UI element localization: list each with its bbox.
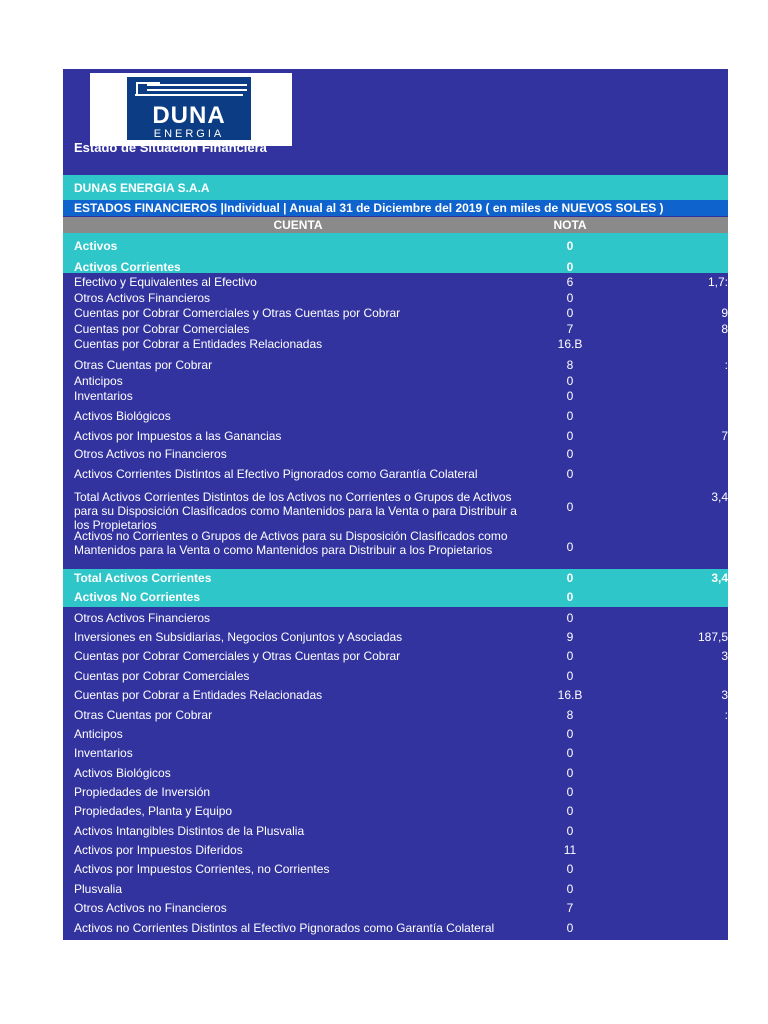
row-label: Activos por Impuestos Diferidos: [74, 843, 243, 857]
row-value: 1,7:: [707, 275, 728, 289]
logo-subtitle: ENERGIA: [153, 128, 225, 140]
row-label: Cuentas por Cobrar Comerciales y Otras Cuentas por Cobrar: [74, 306, 401, 320]
row-label: Inventarios: [74, 746, 133, 760]
row-nota: 0: [566, 669, 574, 683]
row-label: Cuentas por Cobrar Comerciales: [74, 322, 250, 336]
row-value: 3,4: [711, 490, 728, 504]
row-value: 3: [721, 688, 728, 702]
row-nota: 11: [563, 843, 577, 857]
row-nota: 9: [566, 630, 574, 644]
row-nota: 0: [566, 540, 574, 554]
logo-stripe: [135, 94, 243, 96]
row-label: Cuentas por Cobrar Comerciales: [74, 669, 250, 683]
row-value: 3,4: [711, 571, 728, 585]
row-nota: 0: [566, 766, 574, 780]
row-nota: 0: [566, 746, 574, 760]
row-label: Propiedades de Inversión: [74, 785, 211, 799]
row-value: 8: [721, 322, 728, 336]
row-nota: 0: [566, 727, 574, 741]
logo-container: [90, 73, 292, 146]
row-nota: 0: [566, 260, 574, 274]
row-nota: 0: [566, 862, 574, 876]
row-label: Otros Activos Financieros: [74, 291, 211, 305]
row-label: Activos Corrientes Distintos al Efectivo Pignorados como Garantía Colateral: [74, 467, 478, 481]
row-label: Activos: [74, 239, 118, 253]
row-nota: 0: [566, 239, 574, 253]
row-nota: 8: [566, 708, 574, 722]
logo-stripe: [147, 84, 247, 86]
row-nota: 6: [566, 275, 574, 289]
row-nota: 0: [566, 571, 574, 585]
row-label: Propiedades, Planta y Equipo: [74, 804, 233, 818]
column-header-nota: NOTA: [553, 218, 587, 232]
row-nota: 8: [566, 358, 574, 372]
row-nota: 7: [566, 322, 574, 336]
row-nota: 0: [566, 921, 574, 935]
row-nota: 16.B: [557, 337, 583, 351]
row-label: Activos por Impuestos a las Ganancias: [74, 429, 282, 443]
row-value: 9: [721, 306, 728, 320]
row-nota: 0: [566, 291, 574, 305]
row-label: Activos Biológicos: [74, 409, 171, 423]
row-label: Activos no Corrientes o Grupos de Activos para su Disposición Clasificados como Mantenidos para la Venta o como Mantenidos para Distribuir a los Propietarios: [74, 529, 508, 557]
row-label: Anticipos: [74, 374, 123, 388]
row-label: Otros Activos Financieros: [74, 611, 211, 625]
row-label: Activos No Corrientes: [74, 590, 201, 604]
row-label: Activos Biológicos: [74, 766, 171, 780]
duna-energia-logo: [127, 77, 251, 140]
row-value: :: [724, 358, 728, 372]
row-label: Otras Cuentas por Cobrar: [74, 708, 213, 722]
row-label: Otras Cuentas por Cobrar: [74, 358, 213, 372]
row-label: Cuentas por Cobrar a Entidades Relacionadas: [74, 337, 323, 351]
row-nota: 0: [566, 611, 574, 625]
row-nota: 16.B: [557, 688, 583, 702]
row-value: :: [724, 708, 728, 722]
page-title: Estado de Situacion Financiera: [74, 140, 267, 155]
row-nota: 0: [566, 785, 574, 799]
row-nota: 0: [566, 306, 574, 320]
row-label: Total Activos Corrientes Distintos de los Activos no Corrientes o Grupos de Activos para su Disposición Clasificados como Mantenidos para la Venta o para Distribuir a los Propietarios: [74, 490, 517, 532]
row-nota: 0: [566, 429, 574, 443]
logo-stripe: [147, 89, 247, 91]
company-name: DUNAS ENERGIA S.A.A: [74, 181, 210, 195]
row-nota: 0: [566, 374, 574, 388]
row-value: 3: [721, 649, 728, 663]
row-nota: 0: [566, 389, 574, 403]
row-label: Total Activos Corrientes: [74, 571, 212, 585]
row-nota: 0: [566, 882, 574, 896]
statement-band: [63, 200, 728, 216]
row-label: Cuentas por Cobrar a Entidades Relacionadas: [74, 688, 323, 702]
row-label: Inversiones en Subsidiarias, Negocios Conjuntos y Asociadas: [74, 630, 403, 644]
row-label: Activos Corrientes: [74, 260, 181, 274]
row-label: Activos no Corrientes Distintos al Efectivo Pignorados como Garantía Colateral: [74, 921, 495, 935]
row-label: Activos por Impuestos Corrientes, no Corrientes: [74, 862, 330, 876]
row-label: Otros Activos no Financieros: [74, 901, 227, 915]
row-label: Activos Intangibles Distintos de la Plusvalia: [74, 824, 305, 838]
row-nota: 0: [566, 590, 574, 604]
row-nota: 0: [566, 467, 574, 481]
row-value: 7: [721, 429, 728, 443]
column-header-cuenta: CUENTA: [273, 218, 323, 232]
row-nota: 0: [566, 500, 574, 514]
row-label: Efectivo y Equivalentes al Efectivo: [74, 275, 257, 289]
financial-statement-sheet: [63, 69, 728, 940]
logo-name: DUNA: [152, 102, 226, 129]
row-nota: 0: [566, 804, 574, 818]
company-band: [63, 175, 728, 200]
row-nota: 0: [566, 649, 574, 663]
table-header: [63, 217, 728, 233]
statement-description: ESTADOS FINANCIEROS |Individual | Anual al 31 de Diciembre del 2019 ( en miles de NUEVOS SOLES ): [74, 201, 664, 215]
row-value: 187,5: [697, 630, 728, 644]
row-nota: 0: [566, 447, 574, 461]
row-label: Anticipos: [74, 727, 123, 741]
row-nota: 0: [566, 409, 574, 423]
row-label: Inventarios: [74, 389, 133, 403]
row-nota: 0: [566, 824, 574, 838]
row-nota: 7: [566, 901, 574, 915]
row-label: Plusvalia: [74, 882, 123, 896]
row-label: Otros Activos no Financieros: [74, 447, 227, 461]
row-label: Cuentas por Cobrar Comerciales y Otras Cuentas por Cobrar: [74, 649, 401, 663]
